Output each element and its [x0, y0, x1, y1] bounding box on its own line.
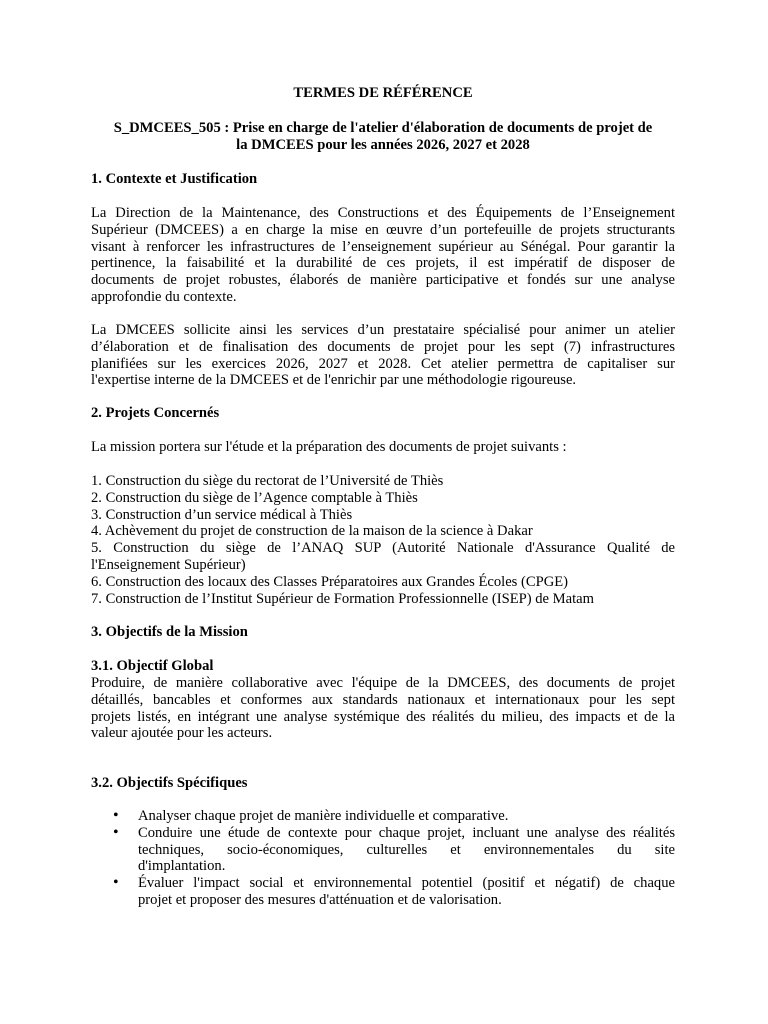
list-item: 4. Achèvement du projet de construction de la maison de la science à Dakar [91, 523, 533, 540]
section-heading-context: 1. Contexte et Justification [91, 171, 258, 187]
context-paragraph-2 [91, 322, 675, 389]
list-item: 7. Construction de l’Institut Supérieur de Formation Professionnelle (ISEP) de Matam [91, 590, 594, 607]
paragraph-line: visant à renforcer les infrastructures de l’enseignement supérieur au Sénégal. Pour garantir la [91, 238, 675, 255]
section-heading-projects: 2. Projets Concernés [91, 405, 220, 421]
subtitle-line: S_DMCEES_505 : Prise en charge de l'atelier d'élaboration de documents de projet de [113, 120, 653, 136]
context-paragraph-1 [91, 205, 675, 306]
document-subtitle [91, 120, 675, 154]
list-item: 3. Construction d’un service médical à Thiès [91, 506, 353, 523]
section-heading-objectives: 3. Objectifs de la Mission [91, 624, 248, 640]
paragraph-line: planifiées sur les exercices 2026, 2027 et 2028. Cet atelier permettra de capitaliser sur [91, 355, 675, 372]
paragraph-line: valeur ajoutée pour les acteurs. [91, 725, 273, 742]
paragraph-line: approfondie du contexte. [91, 288, 237, 305]
bullet-line: Analyser chaque projet de manière individuelle et comparative. [138, 808, 509, 824]
paragraph-line: d’élaboration et de finalisation des documents de projet pour les sept (7) infrastructures [91, 338, 675, 355]
global-objective-paragraph [91, 675, 675, 742]
bullet-line: projet et proposer des mesures d'atténuation et de valorisation. [138, 891, 502, 908]
bullet-icon: • [113, 874, 119, 892]
specific-objectives-list [91, 808, 675, 909]
list-item: 5. Construction du siège de l’ANAQ SUP (Autorité Nationale d'Assurance Qualité de [91, 540, 675, 557]
paragraph-line: Supérieur (DMCEES) a en charge la mise en œuvre d’un portefeuille de projets structurants [91, 221, 675, 238]
paragraph-line: La DMCEES sollicite ainsi les services d’un prestataire spécialisé pour animer un atelier [91, 322, 675, 338]
bullet-icon: • [113, 823, 119, 841]
projects-intro [91, 439, 675, 456]
list-item [91, 875, 675, 909]
subtitle-line: la DMCEES pour les années 2026, 2027 et 2028 [236, 136, 530, 153]
bullet-icon: • [113, 807, 119, 824]
list-item [91, 825, 675, 875]
list-item: 1. Construction du siège du rectorat de l’Université de Thiès [91, 473, 444, 489]
list-item: l'Enseignement Supérieur) [91, 556, 246, 573]
paragraph-line: projets listés, en intégrant une analyse systémique des réalités du milieu, des impacts et de la [91, 708, 675, 725]
subsection-heading-specific: 3.2. Objectifs Spécifiques [91, 775, 248, 791]
projects-list [91, 473, 675, 607]
paragraph-line: détaillés, bancables et conformes aux standards nationaux et internationaux pour les sept [91, 691, 675, 708]
list-item [91, 808, 675, 825]
paragraph-line: pertinence, la faisabilité et la durabilité de ces projets, il est impératif de disposer de [91, 255, 675, 272]
paragraph-line: La mission portera sur l'étude et la préparation des documents de projet suivants : [91, 439, 567, 455]
bullet-line: techniques, socio-économiques, culturelles et environnementales du site [138, 841, 675, 858]
paragraph-line: Produire, de manière collaborative avec l'équipe de la DMCEES, des documents de projet [91, 675, 675, 691]
bullet-line: Évaluer l'impact social et environnemental potentiel (positif et négatif) de chaque [138, 875, 675, 892]
bullet-line: d'implantation. [138, 858, 226, 875]
paragraph-line: l'expertise interne de la DMCEES et de l'enrichir par une méthodologie rigoureuse. [91, 372, 577, 389]
paragraph-line: La Direction de la Maintenance, des Constructions et des Équipements de l’Enseignement [91, 205, 675, 221]
list-item: 6. Construction des locaux des Classes Préparatoires aux Grandes Écoles (CPGE) [91, 573, 569, 590]
document-title: TERMES DE RÉFÉRENCE [293, 85, 473, 101]
subsection-heading-global: 3.1. Objectif Global [91, 658, 214, 674]
paragraph-line: documents de projet robustes, élaborés de manière participative et fondés sur une analyse [91, 272, 675, 289]
bullet-line: Conduire une étude de contexte pour chaque projet, incluant une analyse des réalités [138, 824, 675, 841]
list-item: 2. Construction du siège de l’Agence comptable à Thiès [91, 489, 418, 506]
